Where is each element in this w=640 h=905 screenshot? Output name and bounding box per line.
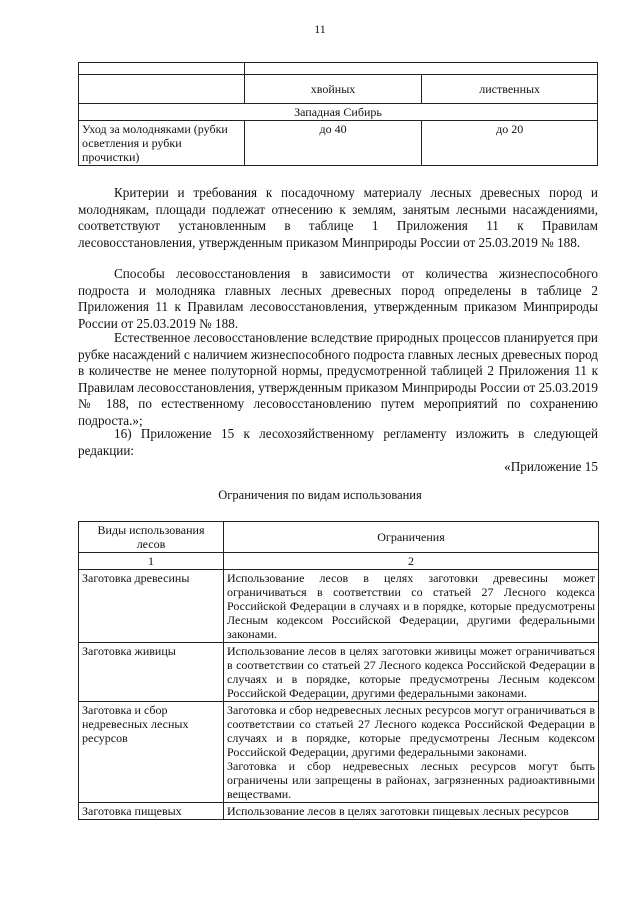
table-cell (79, 63, 245, 75)
paragraph-criteria (78, 185, 598, 251)
paragraph-methods (78, 266, 598, 332)
restriction-cell: Использование лесов в целях заготовки живицы может ограничиваться в соответствии со статьей 27 Лесного кодекса Российской Федерации в случаях и в порядке, которые предусмотрены Лесным кодексом Российской Федерации, другими федеральными законами. (224, 643, 599, 702)
paragraph-text: Критерии и требования к посадочному материалу лесных древесных пород и молоднякам, площади подлежат отнесению к землям, занятым лесными насаждениями, соответствуют установленным в таблице 1 Приложения 11 к Правилам лесовосстановления, утвержденным приказом Минприроды России от 25.03.2019 № 188. (78, 185, 598, 250)
paragraph-text: Естественное лесовосстановление вследствие природных процессов планируется при рубке насаждений с наличием жизнеспособного подроста главных лесных древесных пород в количестве не менее полуторной нормы, предусмотренной таблицей 2 Приложения 11 к Правилам лесовосстановления, утвержденным приказом Минприроды России от 25.03.2019 № 188, по естественному лесовосстановлению путем мероприятий по сохранению подроста.»; (78, 330, 598, 428)
cutting-intensity-table (78, 62, 598, 166)
table-cell (244, 63, 597, 75)
table-row (79, 570, 599, 643)
table-cell (79, 75, 245, 104)
table-row (79, 63, 598, 75)
restrictions-title: Ограничения по видам использования (218, 488, 422, 502)
column-number: 1 (79, 553, 224, 570)
usage-type-cell: Заготовка и сбор недревесных лесных ресурсов (79, 702, 224, 803)
paragraph-text: 16) Приложение 15 к лесохозяйственному регламенту изложить в следующей редакции: (78, 426, 598, 458)
table-header-row (79, 522, 599, 553)
table-row (79, 121, 598, 166)
restrictions-table (78, 521, 599, 820)
appendix-label: «Приложение 15 (504, 459, 598, 474)
usage-type-cell: Заготовка пищевых (79, 803, 224, 820)
paragraph-natural-regeneration (78, 330, 598, 430)
table-row (79, 643, 599, 702)
column-number: 2 (224, 553, 599, 570)
table-header-row (79, 75, 598, 104)
column-header-restrictions: Ограничения (224, 522, 599, 553)
deciduous-value: до 20 (422, 121, 598, 166)
restriction-cell: Использование лесов в целях заготовки древесины может ограничиваться в соответствии со статьей 27 Лесного кодекса Российской Федерации в случаях и в порядке, которые предусмотрены Лесным кодексом Российской Федерации, другими федеральными законами. (224, 570, 599, 643)
restriction-cell (224, 702, 599, 803)
paragraph-text: Способы лесовосстановления в зависимости от количества жизнеспособного подроста и молодняка главных лесных древесных пород определены в таблице 2 Приложения 11 к Правилам лесовосстановления, утвержденным приказом Минприроды России от 25.03.2019 № 188. (78, 266, 598, 331)
column-header-usage-type: Виды использования лесов (79, 522, 224, 553)
restriction-text: Заготовка и сбор недревесных лесных ресурсов могут ограничиваться в соответствии со статьей 27 Лесного кодекса Российской Федерации в случаях и в порядке, которые предусмотрены Лесным кодексом Российской Федерации, другими федеральными законами. (227, 703, 595, 759)
paragraph-amendment (78, 426, 598, 459)
coniferous-value: до 40 (244, 121, 422, 166)
region-label: Западная Сибирь (79, 104, 598, 121)
usage-type-cell: Заготовка живицы (79, 643, 224, 702)
column-header-deciduous: лиственных (422, 75, 598, 104)
region-row (79, 104, 598, 121)
usage-type-cell: Заготовка древесины (79, 570, 224, 643)
restriction-cell: Использование лесов в целях заготовки пищевых лесных ресурсов (224, 803, 599, 820)
column-header-coniferous: хвойных (244, 75, 422, 104)
table-row (79, 803, 599, 820)
row-label: Уход за молодняками (рубки осветления и рубки прочистки) (79, 121, 245, 166)
page-number: 11 (314, 22, 326, 36)
column-number-row (79, 553, 599, 570)
table-row (79, 702, 599, 803)
restriction-extra-text: Заготовка и сбор недревесных лесных ресурсов могут быть ограничены или запрещены в районах, загрязненных радиоактивными веществами. (227, 759, 595, 801)
